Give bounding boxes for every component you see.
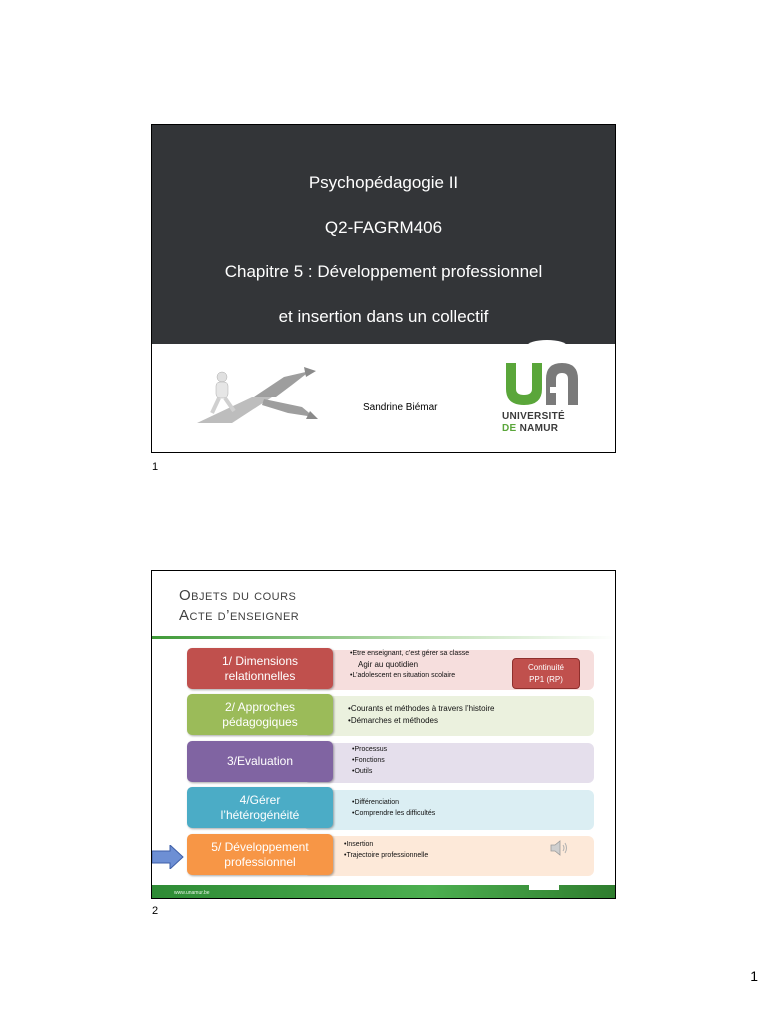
row-4-label-line2: l’hétérogénéité (220, 807, 300, 822)
slide-2-subtitle: Acte d’enseigner (179, 607, 300, 624)
row-4-bullets (352, 797, 435, 819)
list-item: • Trajectoire professionnelle (344, 850, 428, 861)
row-3-bullets (352, 744, 387, 777)
row-2-label-line1: 2/ Approches (224, 699, 296, 714)
slide-2-title: Objets du cours (179, 587, 297, 604)
slide-2-number: 2 (152, 905, 159, 917)
university-logo-icon (502, 357, 580, 442)
continuite-line1: Continuité (527, 663, 565, 672)
footer-notch (529, 880, 559, 890)
list-item: • Fonctions (352, 755, 387, 766)
row-5-bullets (344, 839, 428, 861)
author-name: Sandrine Biémar (363, 402, 438, 413)
list-item: • L’adolescent en situation scolaire (350, 670, 469, 681)
list-item: Agir au quotidien (358, 660, 419, 669)
row-2-label-line2: pédagogiques (222, 714, 298, 729)
row-3-background (304, 743, 594, 783)
row-2-box[interactable] (187, 694, 333, 735)
continuite-line2: PP1 (RP) (529, 675, 563, 684)
slide-1-number: 1 (152, 461, 159, 473)
slide-1 (151, 124, 616, 453)
title-divider (152, 636, 615, 639)
course-title: Psychopédagogie II (308, 173, 459, 192)
person-crossroads-icon (192, 367, 322, 425)
page-number: 1 (750, 968, 758, 984)
course-code: Q2-FAGRM406 (324, 218, 443, 237)
arrow-right-icon (152, 845, 184, 869)
row-1-box[interactable] (187, 648, 333, 689)
row-3-label-line1: 3/Evaluation (226, 754, 294, 768)
logo-text-namur (502, 423, 558, 434)
continuite-badge (512, 658, 580, 689)
row-1-bullets (350, 648, 469, 681)
row-4-label-line1: 4/Gérer (239, 792, 281, 807)
list-item: • Différenciation (352, 797, 435, 808)
slide-2 (151, 570, 616, 899)
logo-text-de: DE (502, 423, 517, 434)
row-5-label-line2: professionnel (224, 854, 296, 869)
list-item: • Comprendre les difficultés (352, 808, 435, 819)
list-item: • Démarches et méthodes (348, 715, 494, 727)
row-4-background (304, 790, 594, 830)
list-item: • Processus (352, 744, 387, 755)
chapter-title: Chapitre 5 : Développement professionnel (224, 262, 543, 281)
speaker-icon[interactable] (549, 839, 571, 857)
list-item: • Courants et méthodes à travers l’histoire (348, 703, 494, 715)
chapter-subtitle: et insertion dans un collectif (278, 307, 489, 326)
logo-text-namur-word: NAMUR (519, 423, 559, 434)
row-4-box[interactable] (187, 787, 333, 828)
row-5-box[interactable] (187, 834, 333, 875)
row-1-label-line1: 1/ Dimensions (221, 653, 299, 668)
list-item: • Etre enseignant, c’est gérer sa classe (350, 648, 469, 659)
row-1-label-line2: relationnelles (224, 668, 296, 683)
list-item: • Outils (352, 766, 387, 777)
header-notch (527, 340, 567, 352)
list-item: • Insertion (344, 839, 428, 850)
row-5-label-line1: 5/ Développement (211, 839, 309, 854)
row-2-bullets (348, 703, 494, 727)
footer-url[interactable]: www.unamur.be (174, 890, 210, 896)
logo-text-universite: UNIVERSITÉ (502, 411, 566, 422)
row-3-box[interactable] (187, 741, 333, 782)
slide-1-header (152, 125, 615, 344)
